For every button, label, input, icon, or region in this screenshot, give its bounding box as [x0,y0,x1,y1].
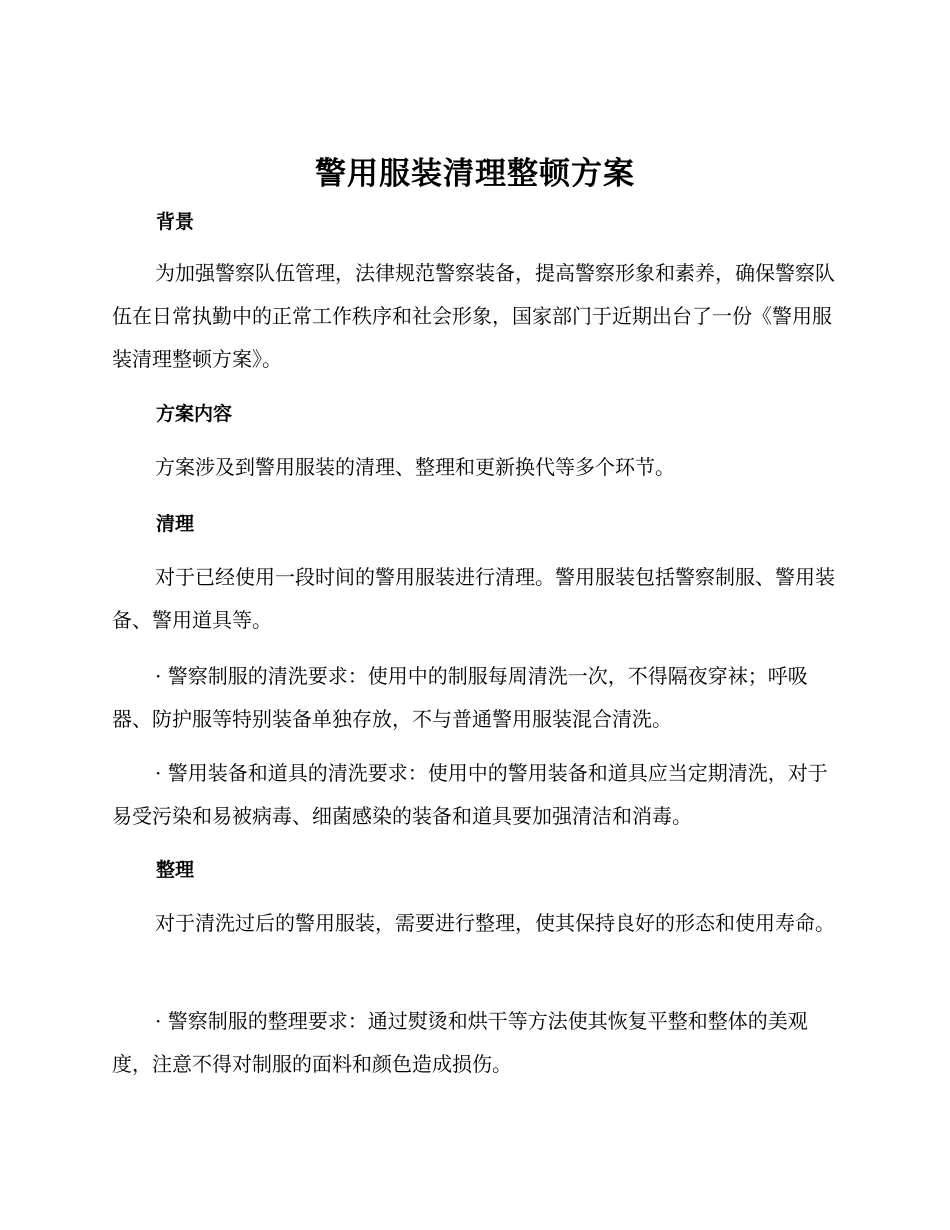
bullet-uniform-cleaning: · 警察制服的清洗要求：使用中的制服每周清洗一次，不得隔夜穿袜；呼吸器、防护服等特别装备单独存放，不与普通警用服装混合清洗。 [112,664,808,731]
section-heading-arranging: 整理 [156,859,195,881]
paragraph-background: 为加强警察队伍管理，法律规范警察装备，提高警察形象和素养，确保警察队伍在日常执勤中的正常工作秩序和社会形象，国家部门于近期出台了一份《警用服装清理整顿方案》。 [112,261,835,371]
paragraph-content: 方案涉及到警用服装的清理、整理和更新换代等多个环节。 [155,455,675,479]
document-title: 警用服装清理整顿方案 [315,156,635,192]
section-heading-content: 方案内容 [156,403,233,425]
bullet-equipment-cleaning: · 警用装备和道具的清洗要求：使用中的警用装备和道具应当定期清洗，对于易受污染和易被病毒、细菌感染的装备和道具要加强清洁和消毒。 [112,761,828,828]
paragraph-cleaning: 对于已经使用一段时间的警用服装进行清理。警用服装包括警察制服、警用装备、警用道具等。 [112,565,835,632]
section-heading-background: 背景 [156,211,195,233]
bullet-uniform-arranging: · 警察制服的整理要求：通过熨烫和烘干等方法使其恢复平整和整体的美观度，注意不得对制服的面料和颜色造成损伤。 [112,1009,808,1076]
paragraph-arranging: 对于清洗过后的警用服装，需要进行整理，使其保持良好的形态和使用寿命。 [155,911,835,935]
section-heading-cleaning: 清理 [156,513,195,535]
